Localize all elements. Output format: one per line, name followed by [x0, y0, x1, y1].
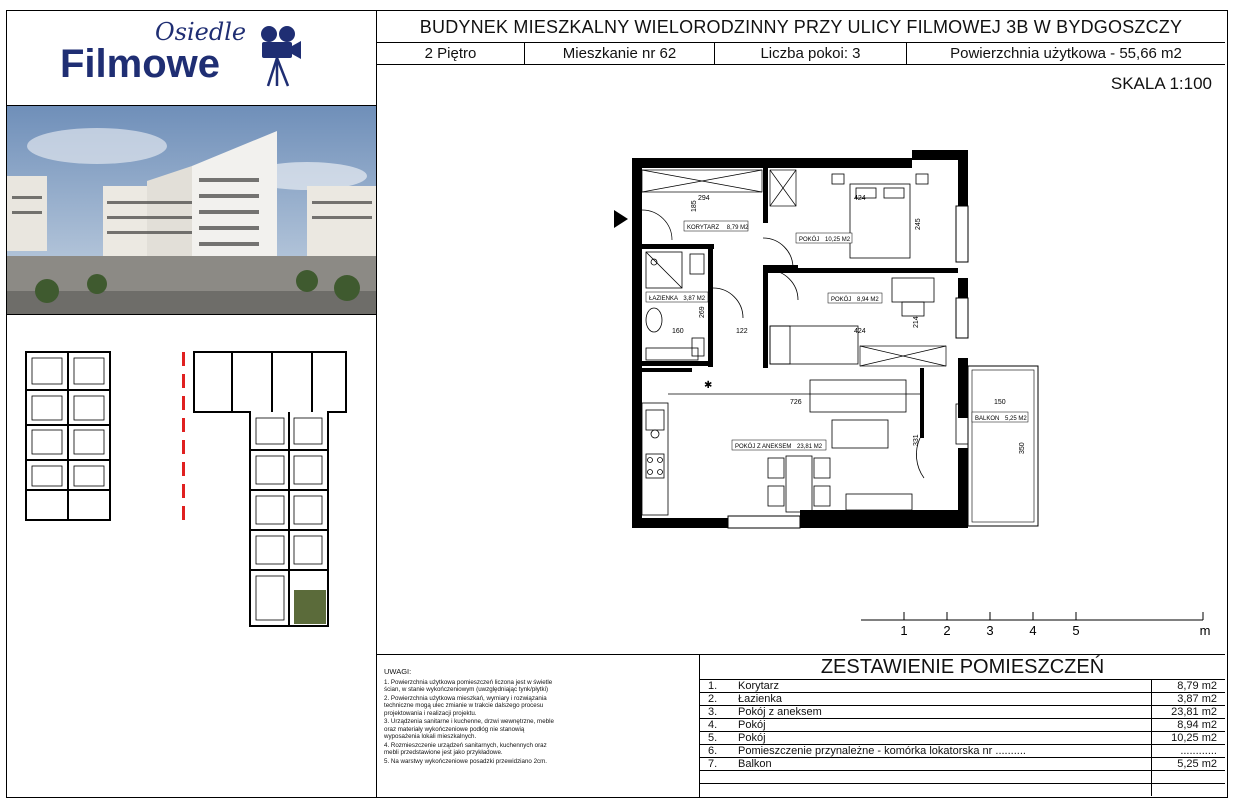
scale-tick: 2	[943, 623, 951, 638]
notes-block	[384, 668, 554, 765]
table-row	[700, 705, 1225, 718]
section-cut-line	[182, 352, 185, 520]
dim-label: 150	[994, 399, 1006, 406]
table-row	[700, 770, 1225, 783]
room-area: 8,94 M2	[857, 297, 879, 303]
room-area-cell: 5,25 m2	[1151, 758, 1225, 770]
header-line-2	[377, 64, 1225, 65]
table-row	[700, 679, 1225, 692]
svg-text:POKÓJ Z ANEKSEM 23,81 M2	[735, 443, 823, 450]
scale-tick: 4	[1029, 623, 1037, 638]
summary-title: ZESTAWIENIE POMIESZCZEŃ	[820, 656, 1105, 678]
dim-label: 214	[913, 316, 920, 328]
room-name: Balkon	[738, 757, 772, 770]
dim-label: 726	[790, 399, 802, 406]
row-number: 3.	[708, 705, 718, 718]
table-row	[700, 744, 1225, 757]
dim-label: 269	[699, 306, 706, 318]
row-number: 1.	[708, 679, 718, 692]
room-name: Łazienka	[738, 692, 783, 705]
room-area-cell: 8,79 m2	[1151, 680, 1225, 692]
room-area: 5,25 M2	[1005, 416, 1027, 422]
note-item: 5. Na warstwy wykończeniowe posadzki przewidziano 2cm.	[384, 757, 548, 765]
room-name: Pokój	[738, 718, 766, 731]
notes-heading: UWAGI:	[384, 667, 412, 676]
room-label: BALKON	[975, 416, 1000, 422]
room-count: Liczba pokoi: 3	[715, 42, 907, 64]
usable-area: Powierzchnia użytkowa - 55,66 m2	[950, 44, 1182, 62]
dim-label: 160	[672, 328, 684, 335]
dim-label: 122	[736, 328, 748, 335]
svg-text:ŁAZIENKA 3,87 M2	[649, 296, 706, 302]
room-label: POKÓJ Z ANEKSEM	[735, 444, 792, 450]
room-name: Pokój	[738, 731, 766, 744]
room-area: 8,79 M2	[726, 225, 749, 231]
dim-label: 185	[691, 200, 698, 212]
room-label: ŁAZIENKA	[649, 296, 678, 302]
note-item: 3. Urządzenia sanitarne i kuchenne, drzwi wewnętrzne, meble oraz materiały wykończeniowe podłóg nie stanowią wyposażenia lokali mieszkalnych.	[384, 718, 554, 740]
floor-label: 2 Piętro	[377, 42, 525, 64]
apartment-info-row	[377, 42, 1225, 64]
svg-text:POKÓJ 10,25 M2	[799, 236, 851, 243]
logo-subtitle: Osiedle	[155, 18, 247, 46]
table-row	[700, 718, 1225, 731]
table-row	[700, 692, 1225, 705]
room-area: 23,81 M2	[797, 444, 823, 450]
film-camera-icon	[258, 24, 302, 88]
table-row	[700, 783, 1225, 796]
dim-label: 245	[915, 218, 922, 230]
room-area-cell: ............	[1151, 745, 1225, 757]
floor-key-plan-right	[192, 350, 348, 628]
row-number: 7.	[708, 757, 718, 770]
room-name: Pomieszczenie przynależne - komórka lokatorska nr ..........	[738, 744, 1026, 757]
apartment-number: Mieszkanie nr 62	[525, 42, 715, 64]
svg-text:KORYTARZ 8,79 M2	[687, 225, 749, 231]
dim-label: 350	[1019, 442, 1026, 454]
row-number: 2.	[708, 692, 718, 705]
room-area-cell	[1151, 771, 1225, 783]
room-name: Korytarz	[738, 679, 779, 692]
row-number: 6.	[708, 744, 718, 757]
room-label: POKÓJ	[831, 297, 852, 303]
row-number: 4.	[708, 718, 718, 731]
note-item: 2. Powierzchnia użytkowa mieszkań, wymiary i rozwiązania techniczne mogą ulec zmianie w trakcie dalszego procesu projektowania i realizacji projektu.	[384, 694, 547, 717]
note-item: 4. Rozmieszczenie urządzeń sanitarnych, kuchennych oraz mebli przedstawione jest jako przykładowe.	[384, 741, 547, 756]
scale-tick: 1	[900, 623, 908, 638]
logo-title: Filmowe	[60, 42, 221, 86]
room-name: Pokój z aneksem	[738, 705, 822, 718]
room-area-cell: 10,25 m2	[1151, 732, 1225, 744]
room-area-cell: 3,87 m2	[1151, 693, 1225, 705]
scale-bar	[855, 606, 1225, 642]
dim-label: 424	[854, 328, 866, 335]
room-label: KORYTARZ	[687, 225, 720, 231]
room-area-cell: 23,81 m2	[1151, 706, 1225, 718]
building-render	[7, 106, 376, 314]
apartment-floor-plan	[600, 148, 1050, 532]
building-title: BUDYNEK MIESZKALNY WIELORODZINNY PRZY ULICY FILMOWEJ 3B W BYDGOSZCZY	[419, 16, 1183, 37]
table-row	[700, 757, 1225, 770]
dim-label: 331	[913, 434, 920, 446]
dim-label: 424	[854, 195, 866, 202]
scale-tick: 3	[986, 623, 994, 638]
scale-label: SKALA 1:100	[1110, 74, 1212, 93]
room-area: 10,25 M2	[825, 237, 851, 243]
row-number: 5.	[708, 731, 718, 744]
scale-unit: m	[1199, 623, 1211, 638]
room-area-cell: 8,94 m2	[1151, 719, 1225, 731]
room-label: POKÓJ	[799, 237, 820, 243]
room-area: 3,87 M2	[683, 296, 706, 302]
floor-key-plan-left	[24, 350, 112, 522]
note-item: 1. Powierzchnia użytkowa pomieszczeń liczona jest w świetle ścian, w stanie wykończeniowym (uwzględniając tynk/płytki)	[384, 678, 553, 693]
render-divider	[6, 314, 377, 315]
table-row	[700, 731, 1225, 744]
asterisk-mark: ✱	[704, 380, 713, 391]
dim-label: 294	[698, 195, 710, 202]
scale-tick: 5	[1072, 623, 1080, 638]
left-column-divider	[376, 10, 377, 798]
